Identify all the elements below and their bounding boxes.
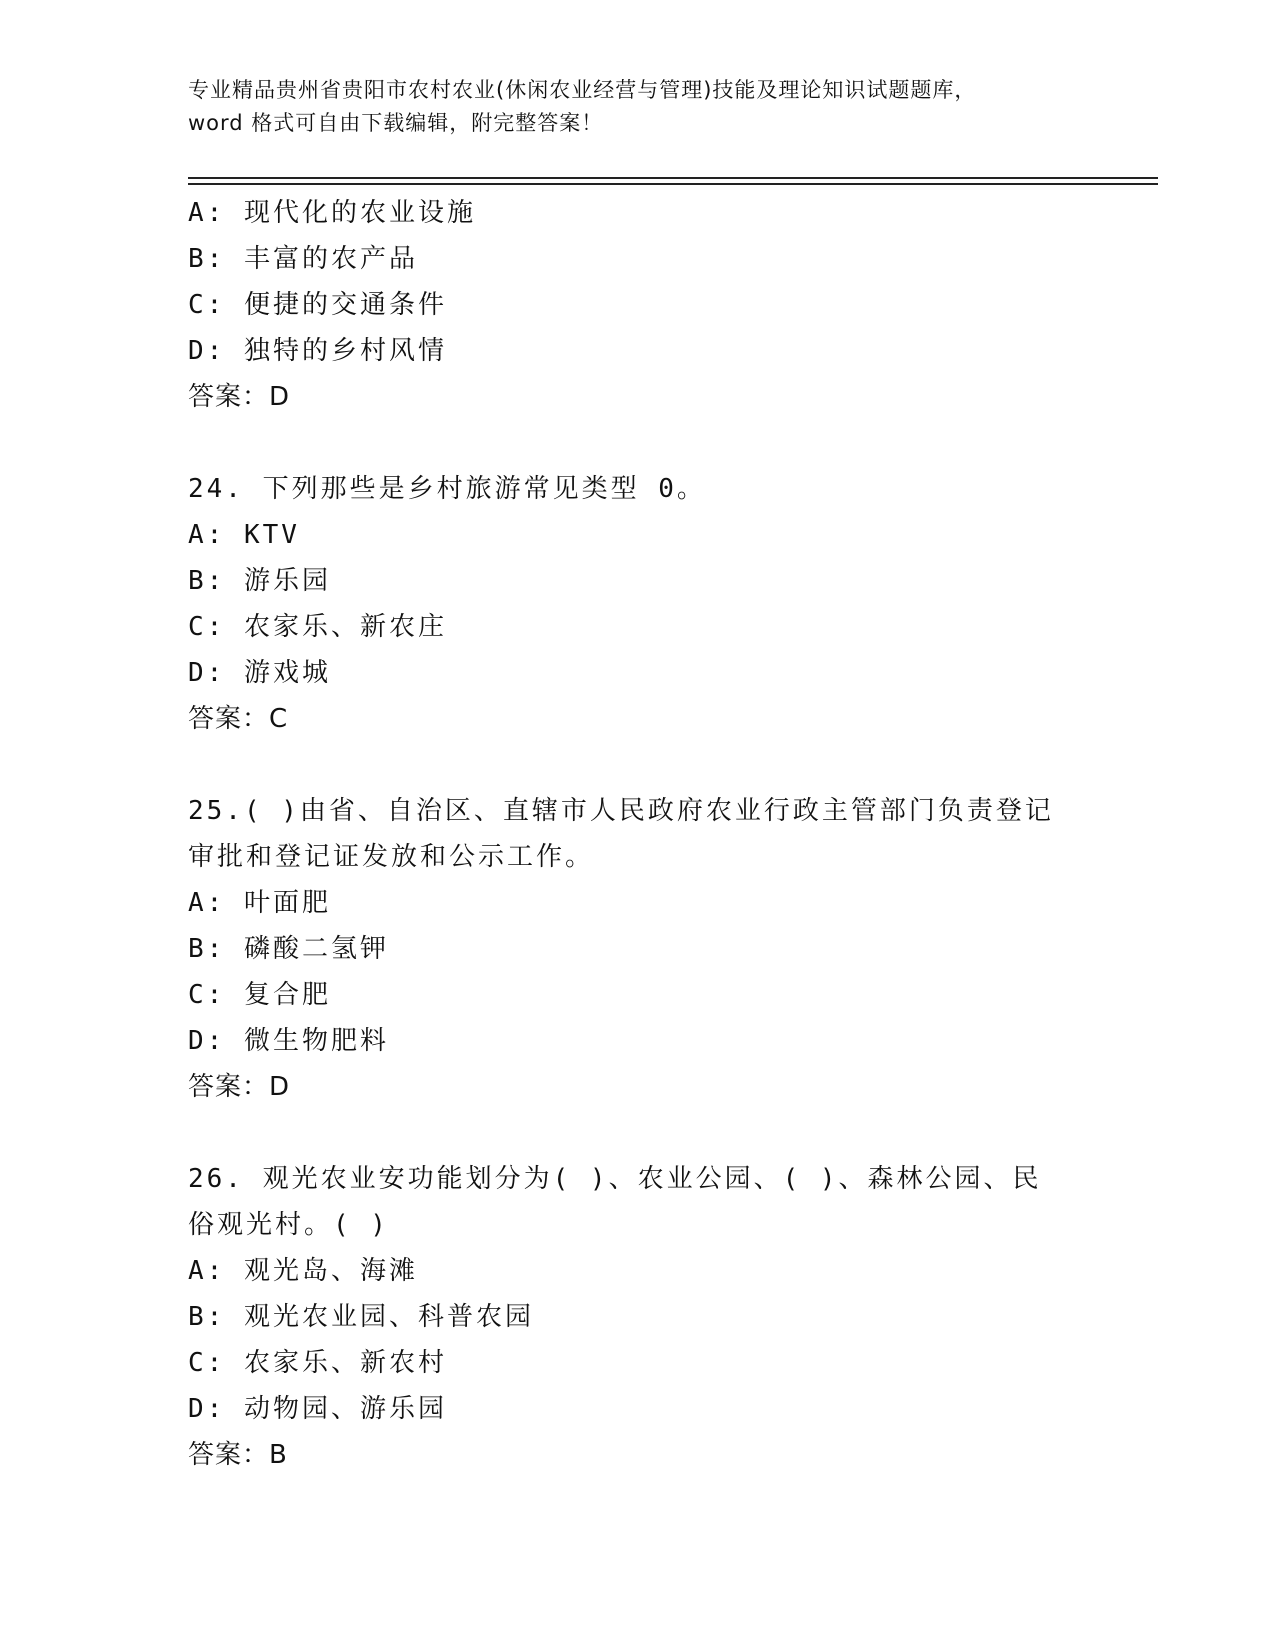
header-divider-bottom xyxy=(188,183,1158,185)
option-b: B: 丰富的农产品 xyxy=(188,244,418,274)
option-b: B: 游乐园 xyxy=(188,566,331,596)
option-c: C: 复合肥 xyxy=(188,980,331,1010)
option-a: A: 观光岛、海滩 xyxy=(188,1256,418,1286)
question-block xyxy=(188,788,1088,1110)
document-header xyxy=(188,74,1088,140)
option-a: A: KTV xyxy=(188,520,300,550)
question-list xyxy=(188,190,1088,1478)
question-text: 26. 观光农业安功能划分为( )、农业公园、( )、森林公园、民 xyxy=(188,1164,1042,1194)
answer-line: 答案：D xyxy=(188,382,291,412)
option-c: C: 便捷的交通条件 xyxy=(188,290,447,320)
option-b: B: 观光农业园、科普农园 xyxy=(188,1302,534,1332)
header-divider-top xyxy=(188,177,1158,179)
header-line-2: word 格式可自由下载编辑，附完整答案！ xyxy=(188,111,604,135)
answer-line: 答案：D xyxy=(188,1072,291,1102)
question-text-continued: 俗观光村。( ) xyxy=(188,1210,389,1240)
option-a: A: 叶面肥 xyxy=(188,888,331,918)
question-spacer xyxy=(188,742,1088,788)
question-block xyxy=(188,1156,1088,1478)
option-d: D: 独特的乡村风情 xyxy=(188,336,447,366)
option-c: C: 农家乐、新农庄 xyxy=(188,612,447,642)
option-d: D: 微生物肥料 xyxy=(188,1026,389,1056)
header-line-1: 专业精品贵州省贵阳市农村农业(休闲农业经营与管理)技能及理论知识试题题库， xyxy=(188,78,977,102)
option-a: A: 现代化的农业设施 xyxy=(188,198,476,228)
question-text: 25.( )由省、自治区、直辖市人民政府农业行政主管部门负责登记 xyxy=(188,796,1054,826)
option-d: D: 动物园、游乐园 xyxy=(188,1394,447,1424)
answer-line: 答案：C xyxy=(188,704,289,734)
question-spacer xyxy=(188,1110,1088,1156)
answer-line: 答案：B xyxy=(188,1440,288,1470)
question-spacer xyxy=(188,420,1088,466)
question-text: 24. 下列那些是乡村旅游常见类型 0。 xyxy=(188,474,706,504)
option-d: D: 游戏城 xyxy=(188,658,331,688)
question-block xyxy=(188,466,1088,742)
option-b: B: 磷酸二氢钾 xyxy=(188,934,389,964)
question-block xyxy=(188,190,1088,420)
option-c: C: 农家乐、新农村 xyxy=(188,1348,447,1378)
question-text-continued: 审批和登记证发放和公示工作。 xyxy=(188,842,595,872)
